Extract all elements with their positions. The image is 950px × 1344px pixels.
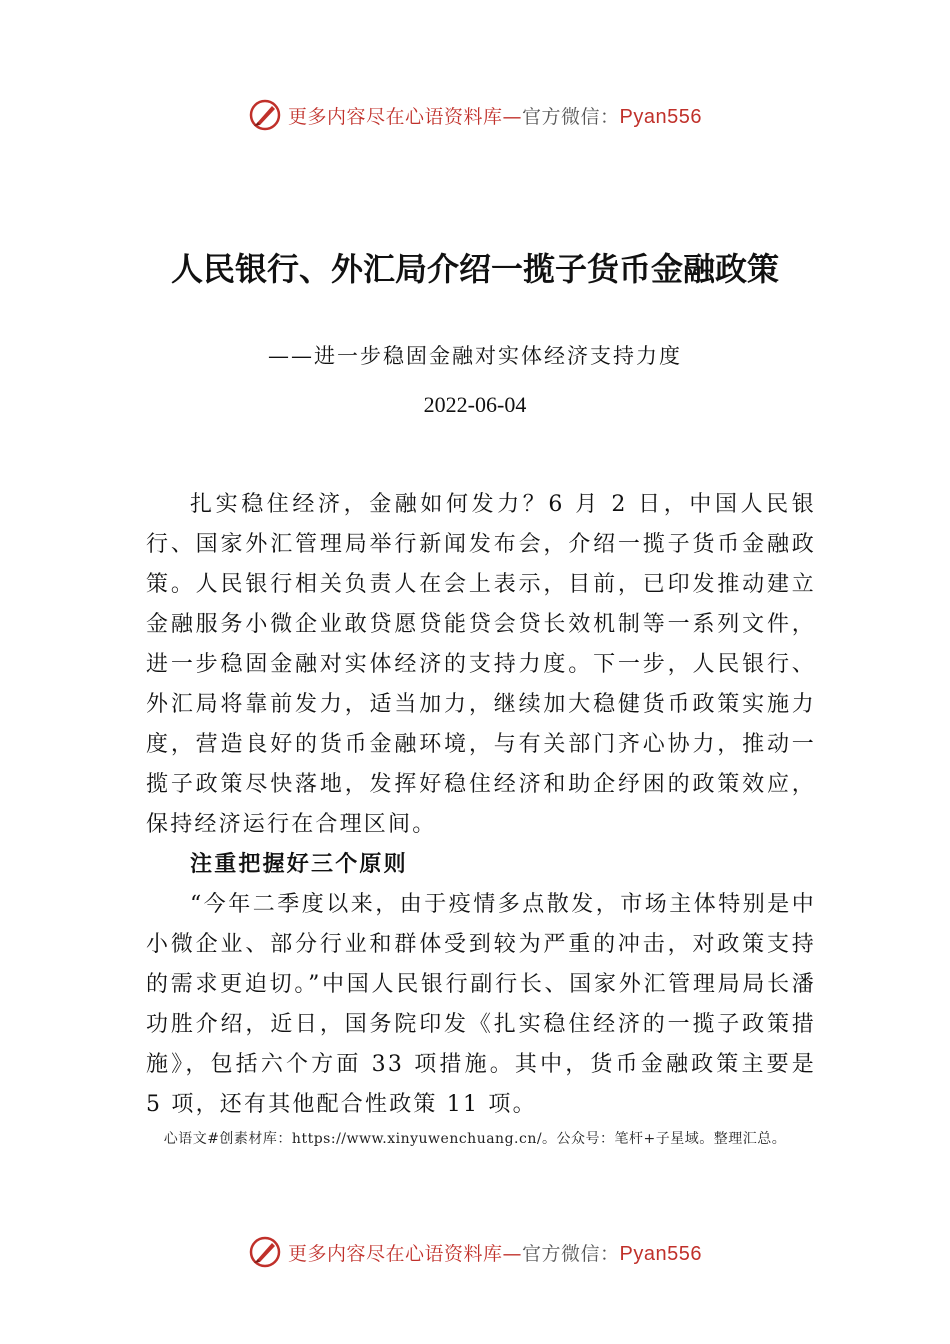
paragraph: “今年二季度以来，由于疫情多点散发，市场主体特别是中小微企业、部分行业和群体受到较为严重的冲击，对政策支持的需求更迫切。”中国人民银行副行长、国家外汇管理局局长潘功胜介绍，近日，国务院印发《扎实稳住经济的一揽子政策措施》，包括六个方面 33 项措施。其中，货币金融政策主要是 5 项，还有其他配合性政策 11 项。 [146, 892, 816, 1117]
article-title: 人民银行、外汇局介绍一揽子货币金融政策 [170, 250, 779, 288]
brush-logo-icon [248, 98, 282, 132]
banner-text: 更多内容尽在心语资料库—官方微信：Pyan556 [288, 1242, 702, 1265]
paragraph: 扎实稳住经济，金融如何发力？6 月 2 日，中国人民银行、国家外汇管理局举行新闻发布会，介绍一揽子货币金融政策。人民银行相关负责人在会上表示，目前，已印发推动建立金融服务小微企业敢贷愿贷能贷会贷长效机制等一系列文件，进一步稳固金融对实体经济的支持力度。下一步，人民银行、外汇局将靠前发力，适当加力，继续加大稳健货币政策实施力度，营造良好的货币金融环境，与有关部门齐心协力，推动一揽子政策尽快落地，发挥好稳住经济和助企纾困的政策效应，保持经济运行在合理区间。 [146, 492, 816, 837]
section-heading: 注重把握好三个原则 [190, 852, 408, 877]
article-subtitle: ——进一步稳固金融对实体经济支持力度 [268, 344, 682, 368]
banner-text: 更多内容尽在心语资料库—官方微信：Pyan556 [288, 105, 702, 128]
article-body [146, 485, 816, 1125]
source-footnote: 心语文#创素材库：https://www.xinyuwenchuang.cn/。公众号：笔杆+子星域。整理汇总。 [163, 1131, 787, 1147]
footer-banner [0, 1232, 950, 1272]
brush-logo-icon [248, 1235, 282, 1269]
header-banner [0, 95, 950, 135]
article-date: 2022-06-04 [423, 392, 527, 417]
